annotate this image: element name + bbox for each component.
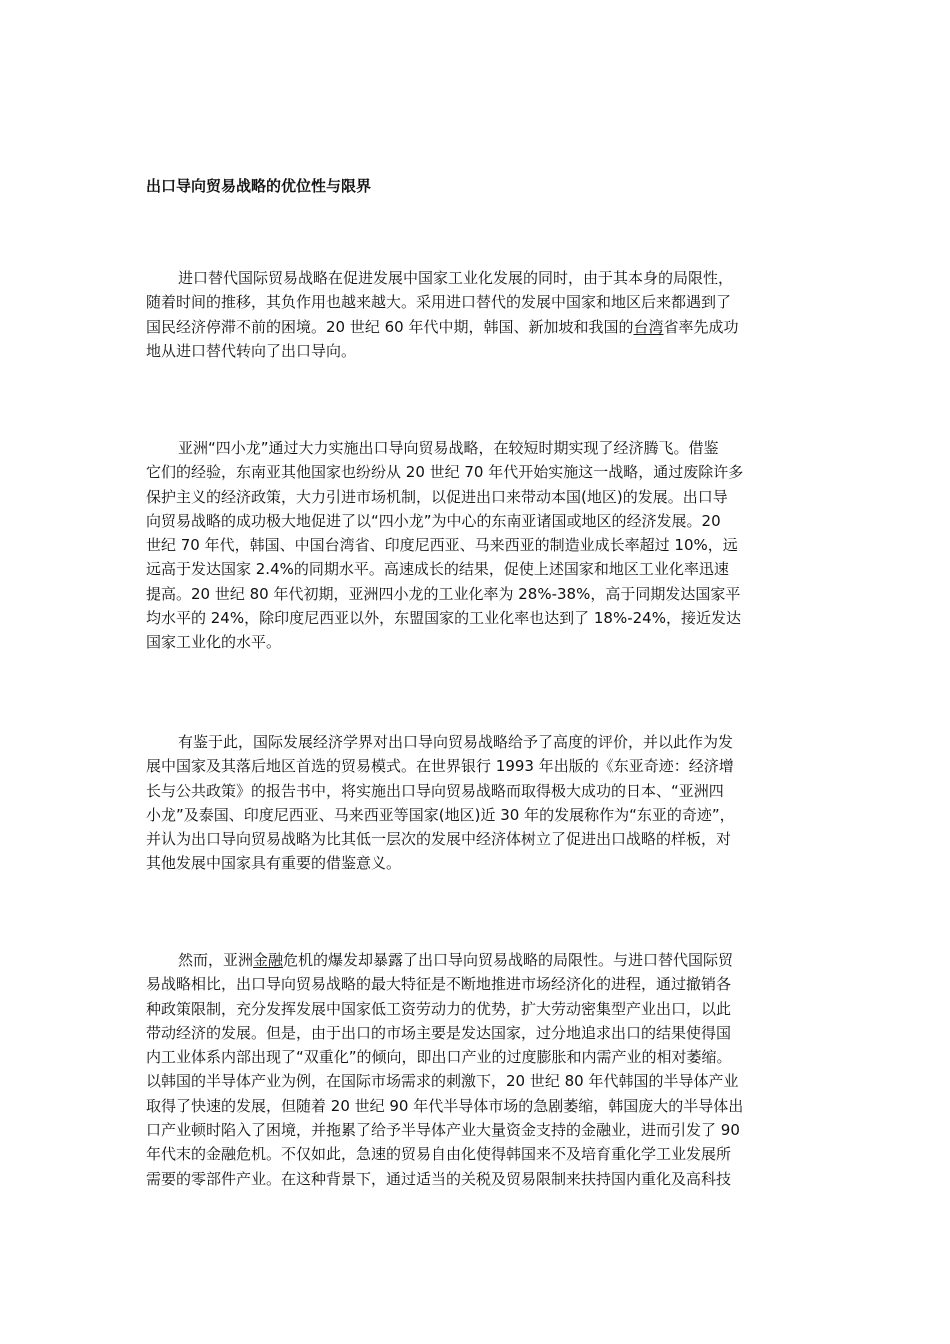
paragraph-line: 它们的经验，东南亚其他国家也纷纷从 20 世纪 70 年代开始实施这一战略，通过废除许多 bbox=[146, 463, 744, 482]
paragraph-line: 有鉴于此，国际发展经济学界对出口导向贸易战略给予了高度的评价，并以此作为发 bbox=[178, 733, 734, 751]
paragraph-line: 内工业体系内部出现了“双重化”的倾向，即出口产业的过度膨胀和内需产业的相对萎缩。 bbox=[146, 1048, 732, 1067]
document-title: 出口导向贸易战略的优位性与限界 bbox=[146, 177, 372, 195]
paragraph-line: 保护主义的经济政策，大力引进市场机制，以促进出口来带动本国(地区)的发展。出口导 bbox=[146, 487, 728, 506]
paragraph-line: 种政策限制，充分发挥发展中国家低工资劳动力的优势，扩大劳动密集型产业出口，以此 bbox=[146, 999, 732, 1018]
paragraph-line: 提高。20 世纪 80 年代初期，亚洲四小龙的工业化率为 28%-38%，高于同期发达国家平 bbox=[146, 584, 741, 603]
paragraph-1 bbox=[146, 266, 816, 363]
paragraph-line: 世纪 70 年代，韩国、中国台湾省、印度尼西亚、马来西亚的制造业成长率超过 10%，远 bbox=[146, 536, 738, 555]
paragraph-line: 远高于发达国家 2.4%的同期水平。高速成长的结果，促使上述国家和地区工业化率迅速 bbox=[146, 560, 729, 579]
paragraph-line: 以韩国的半导体产业为例，在国际市场需求的刺激下，20 世纪 80 年代韩国的半导体产业 bbox=[146, 1072, 739, 1091]
finance-link[interactable]: 金融 bbox=[253, 951, 284, 969]
paragraph-2 bbox=[146, 436, 816, 655]
paragraph-line: 均水平的 24%，除印度尼西亚以外，东盟国家的工业化率也达到了 18%-24%，接近发达 bbox=[146, 609, 741, 628]
paragraph-line: 然而，亚洲金融危机的爆发却暴露了出口导向贸易战略的局限性。与进口替代国际贸 bbox=[178, 951, 734, 969]
paragraph-line: 地从进口替代转向了出口导向。 bbox=[146, 341, 357, 360]
paragraph-line: 小龙”及泰国、印度尼西亚、马来西亚等国家(地区)近 30 年的发展称作为“东亚的奇迹”， bbox=[146, 805, 735, 824]
paragraph-line: 年代末的金融危机。不仅如此，急速的贸易自由化使得韩国来不及培育重化学工业发展所 bbox=[146, 1145, 732, 1164]
paragraph-line: 向贸易战略的成功极大地促进了以“四小龙”为中心的东南亚诸国或地区的经济发展。20 bbox=[146, 511, 721, 530]
paragraph-line: 长与公共政策》的报告书中，将实施出口导向贸易战略而取得极大成功的日本、“亚洲四 bbox=[146, 781, 724, 800]
paragraph-line: 易战略相比，出口导向贸易战略的最大特征是不断地推进市场经济化的进程，通过撤销各 bbox=[146, 975, 732, 994]
taiwan-link[interactable]: 台湾 bbox=[633, 317, 664, 336]
paragraph-line: 带动经济的发展。但是，由于出口的市场主要是发达国家，过分地追求出口的结果使得国 bbox=[146, 1023, 732, 1042]
paragraph-line: 国家工业化的水平。 bbox=[146, 633, 282, 652]
paragraph-line: 展中国家及其落后地区首选的贸易模式。在世界银行 1993 年出版的《东亚奇迹：经济增 bbox=[146, 757, 734, 776]
paragraph-line: 其他发展中国家具有重要的借鉴意义。 bbox=[146, 854, 402, 873]
paragraph-line: 并认为出口导向贸易战略为比其低一层次的发展中经济体树立了促进出口战略的样板，对 bbox=[146, 830, 732, 849]
paragraph-line: 进口替代国际贸易战略在促进发展中国家工业化发展的同时，由于其本身的局限性， bbox=[178, 269, 734, 287]
paragraph-line: 亚洲“四小龙”通过大力实施出口导向贸易战略，在较短时期实现了经济腾飞。借鉴 bbox=[178, 439, 719, 457]
paragraph-4 bbox=[146, 948, 816, 1191]
paragraph-line: 国民经济停滞不前的困境。20 世纪 60 年代中期，韩国、新加坡和我国的台湾省率先成功 bbox=[146, 317, 739, 336]
paragraph-line: 口产业顿时陷入了困境，并拖累了给予半导体产业大量资金支持的金融业，进而引发了 90 bbox=[146, 1121, 740, 1140]
paragraph-line: 需要的零部件产业。在这种背景下，通过适当的关税及贸易限制来扶持国内重化及高科技 bbox=[146, 1169, 732, 1188]
paragraph-line: 随着时间的推移，其负作用也越来越大。采用进口替代的发展中国家和地区后来都遇到了 bbox=[146, 293, 732, 312]
paragraph-line: 取得了快速的发展，但随着 20 世纪 90 年代半导体市场的急剧萎缩，韩国庞大的半导体出 bbox=[146, 1096, 744, 1115]
paragraph-3 bbox=[146, 730, 816, 876]
